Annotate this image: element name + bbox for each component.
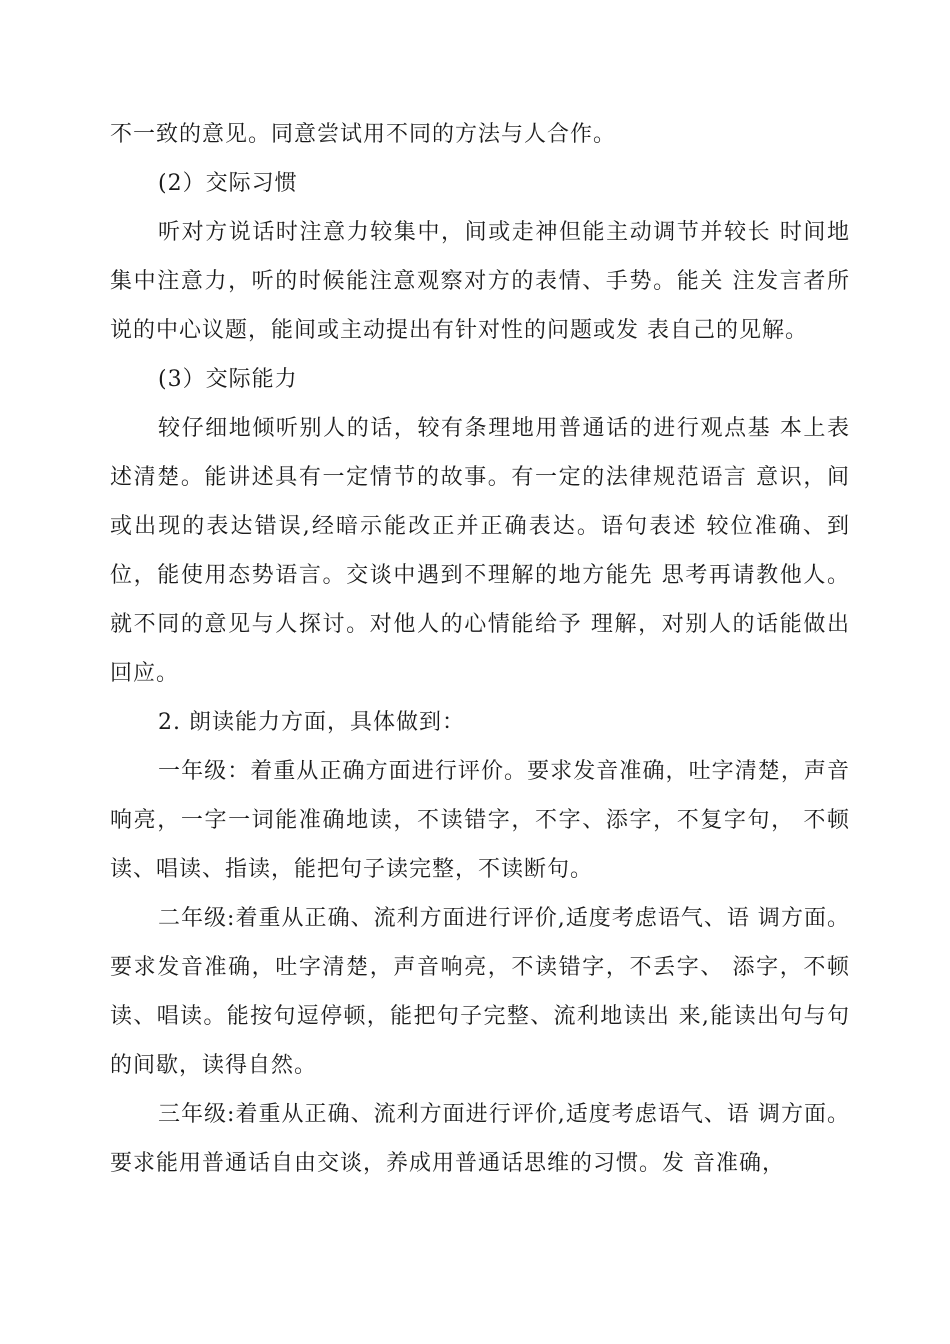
paragraph-grade-three: 三年级:着重从正确、流利方面进行评价,适度考虑语气、语 调方面。要求能用普通话自由交谈，养成用普通话思维的习惯。发 音准确，: [110, 1102, 850, 1176]
paragraph-1: 不一致的意见。同意尝试用不同的方法与人合作。: [110, 122, 617, 147]
subheading-interaction-habits: (2）交际习惯: [158, 171, 298, 196]
paragraph-interaction-ability: 较仔细地倾听别人的话，较有条理地用普通话的进行观点基 本上表述清楚。能讲述具有一定情节的故事。有一定的法律规范语言 意识，间或出现的表达错误,经暗示能改正并正确表达。语句表述 较位准确、到位，能使用态势语言。交谈中遇到不理解的地方能先 思考再请教他人。就不同的意见与人探讨。对他人的心情能给予 理解，对别人的话能做出回应。: [110, 416, 850, 686]
paragraph-interaction-habits: 听对方说话时注意力较集中，间或走神但能主动调节并较长 时间地集中注意力，听的时候能注意观察对方的表情、手势。能关 注发言者所说的中心议题，能间或主动提出有针对性的问题或发 表自己的见解。: [110, 220, 850, 343]
paragraph-grade-one: 一年级：着重从正确方面进行评价。要求发音准确，吐字清楚，声音响亮，一字一词能准确地读，不读错字，不字、添字，不复字句， 不顿读、唱读、指读，能把句子读完整，不读断句。: [110, 759, 850, 882]
document-body: [110, 110, 850, 1188]
paragraph-grade-two: 二年级:着重从正确、流利方面进行评价,适度考虑语气、语 调方面。要求发音准确，吐字清楚，声音响亮，不读错字，不丢字、 添字，不顿读、唱读。能按句逗停顿，能把句子完整、流利地读出 来,能读出句与句的间歇，读得自然。: [110, 906, 850, 1078]
subheading-interaction-ability: (3）交际能力: [158, 367, 298, 392]
heading-reading-ability: 2. 朗读能力方面，具体做到：: [158, 710, 465, 735]
